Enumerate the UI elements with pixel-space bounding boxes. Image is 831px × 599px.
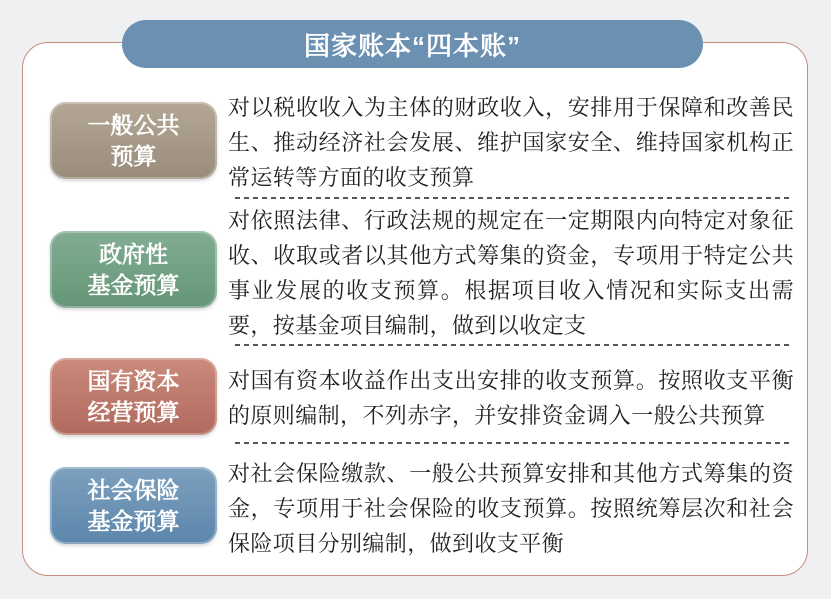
badge-label-line2: 预算: [110, 142, 157, 169]
badge-label-line2: 基金预算: [87, 271, 180, 298]
page-title: 国家账本“四本账”: [303, 30, 521, 61]
badge-social-insurance-budget: [50, 467, 217, 544]
badge-state-capital-budget: [50, 358, 217, 435]
badge-label-line1: 国有资本: [87, 367, 180, 394]
dashed-divider: [235, 197, 793, 199]
description-government-fund-budget: 对依照法律、行政法规的规定在一定期限内向特定对象征收、收取或者以其他方式筹集的资金，专项用于特定公共事业发展的收支预算。根据项目收入情况和实际支出需要，按基金项目编制，做到以收定支: [228, 208, 794, 338]
description-general-public-budget: 对以税收收入为主体的财政收入，安排用于保障和改善民生、推动经济社会发展、维护国家安全、维持国家机构正常运转等方面的收支预算: [228, 95, 794, 190]
badge-label-line1: 社会保险: [87, 476, 180, 503]
badge-general-public-budget: [50, 102, 217, 179]
description-state-capital-budget: 对国有资本收益作出支出安排的收支预算。按照收支平衡的原则编制，不列赤字，并安排资金调入一般公共预算: [228, 368, 794, 428]
badge-government-fund-budget: [50, 231, 217, 308]
badge-label-line1: 政府性: [99, 240, 168, 267]
dashed-divider: [235, 344, 793, 346]
description-social-insurance-budget: 对社会保险缴款、一般公共预算安排和其他方式筹集的资金，专项用于社会保险的收支预算。按照统筹层次和社会保险项目分别编制，做到收支平衡: [228, 461, 794, 556]
badge-label-line2: 经营预算: [87, 398, 180, 425]
header-banner: [122, 20, 703, 68]
dashed-divider: [235, 442, 793, 444]
badge-label-line1: 一般公共: [87, 111, 180, 138]
badge-label-line2: 基金预算: [87, 507, 180, 534]
